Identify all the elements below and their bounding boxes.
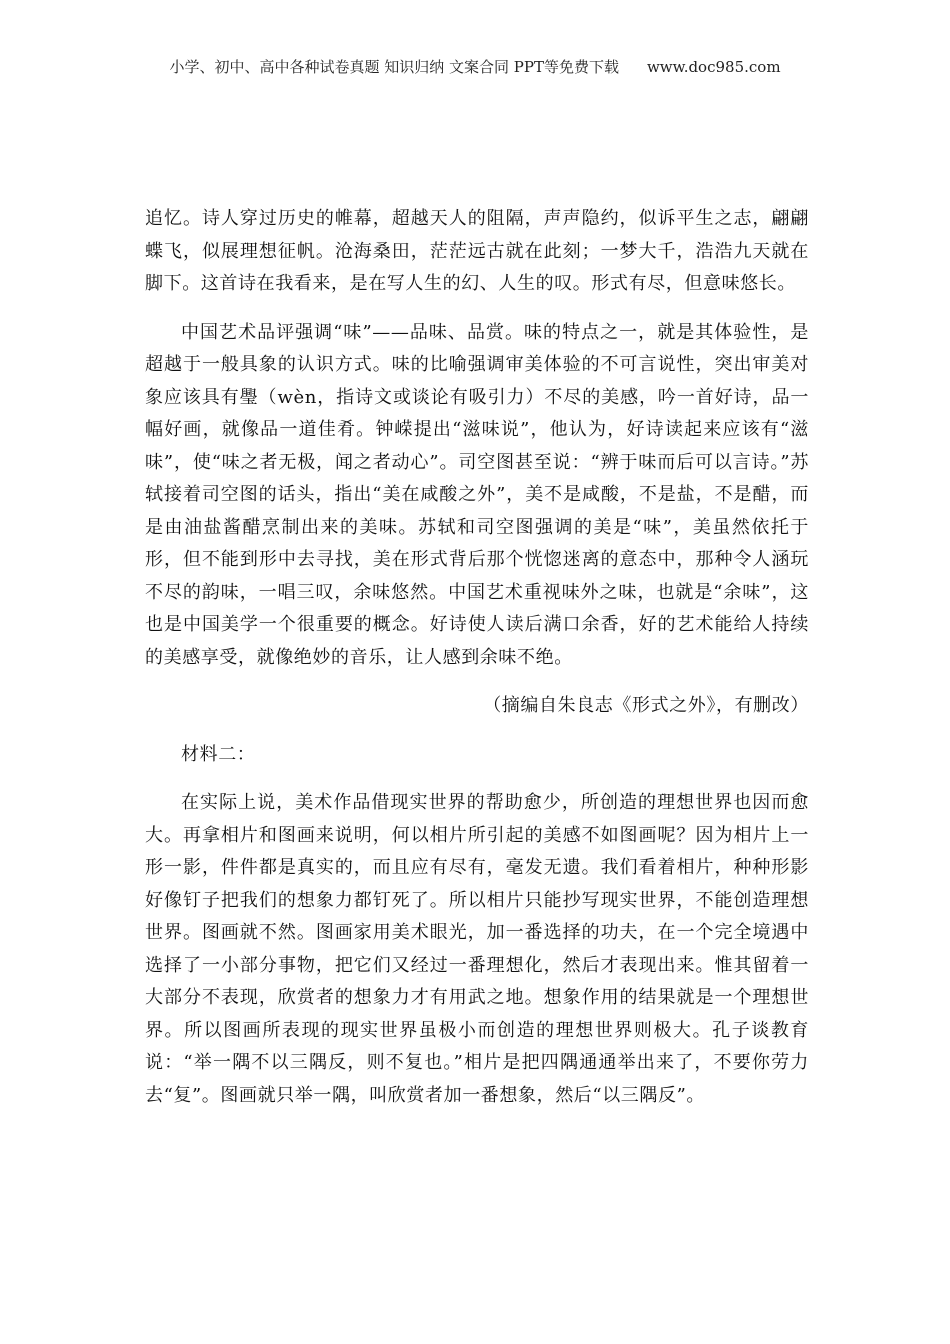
paragraph-continuation: 追忆。诗人穿过历史的帷幕，超越天人的阻隔，声声隐约，似诉平生之志，翩翩蝶飞，似展理想征帆。沧海桑田，茫茫远古就在此刻；一梦大千，浩浩九天就在脚下。这首诗在我看来，是在写人生的幻、人生的叹。形式有尽，但意味悠长。 bbox=[145, 208, 809, 294]
page-header bbox=[0, 56, 950, 78]
header-site-link[interactable]: www.doc985.com bbox=[646, 58, 781, 76]
header-text: 小学、初中、高中各种试卷真题 知识归纳 文案合同 PPT等免费下载 bbox=[169, 58, 619, 76]
material-two-label: 材料二： bbox=[181, 743, 256, 765]
paragraph-taste: 中国艺术品评强调“味”——品味、品赏。味的特点之一，就是其体验性，是超越于一般具象的认识方式。味的比喻强调审美体验的不可言说性，突出审美对象应该具有璺（wèn，指诗文或谈论有吸引力）不尽的美感，吟一首好诗，品一幅好画，就像品一道佳肴。钟嵘提出“滋味说”，他认为，好诗读起来应该有“滋味”，使“味之者无极，闻之者动心”。司空图甚至说：“辨于味而后可以言诗。”苏轼接着司空图的话头，指出“美在咸酸之外”，美不是咸酸，不是盐，不是醋，而是由油盐酱醋烹制出来的美味。苏轼和司空图强调的美是“味”，美虽然依托于形，但不能到形中去寻找，美在形式背后那个恍惚迷离的意态中，那种令人涵玩不尽的韵味，一唱三叹，余味悠然。中国艺术重视味外之味，也就是“余味”，这也是中国美学一个很重要的概念。好诗使人读后满口余香，好的艺术能给人持续的美感享受，就像绝妙的音乐，让人感到余味不绝。 bbox=[145, 321, 809, 668]
paragraph-material-two: 在实际上说，美术作品借现实世界的帮助愈少，所创造的理想世界也因而愈大。再拿相片和图画来说明，何以相片所引起的美感不如图画呢？因为相片上一形一影，件件都是真实的，而且应有尽有，毫发无遗。我们看着相片，种种形影好像钉子把我们的想象力都钉死了。所以相片只能抄写现实世界，不能创造理想世界。图画就不然。图画家用美术眼光，加一番选择的功夫，在一个完全境遇中选择了一小部分事物，把它们又经过一番理想化，然后才表现出来。惟其留着一大部分不表现，欣赏者的想象力才有用武之地。想象作用的结果就是一个理想世界。所以图画所表现的现实世界虽极小而创造的理想世界则极大。孔子谈教育说：“举一隅不以三隅反，则不复也。”相片是把四隅通通举出来了，不要你劳力去“复”。图画就只举一隅，叫欣赏者加一番想象，然后“以三隅反”。 bbox=[145, 792, 809, 1106]
document-body bbox=[145, 203, 809, 1112]
source-citation: （摘编自朱良志《形式之外》，有删改） bbox=[483, 695, 809, 716]
